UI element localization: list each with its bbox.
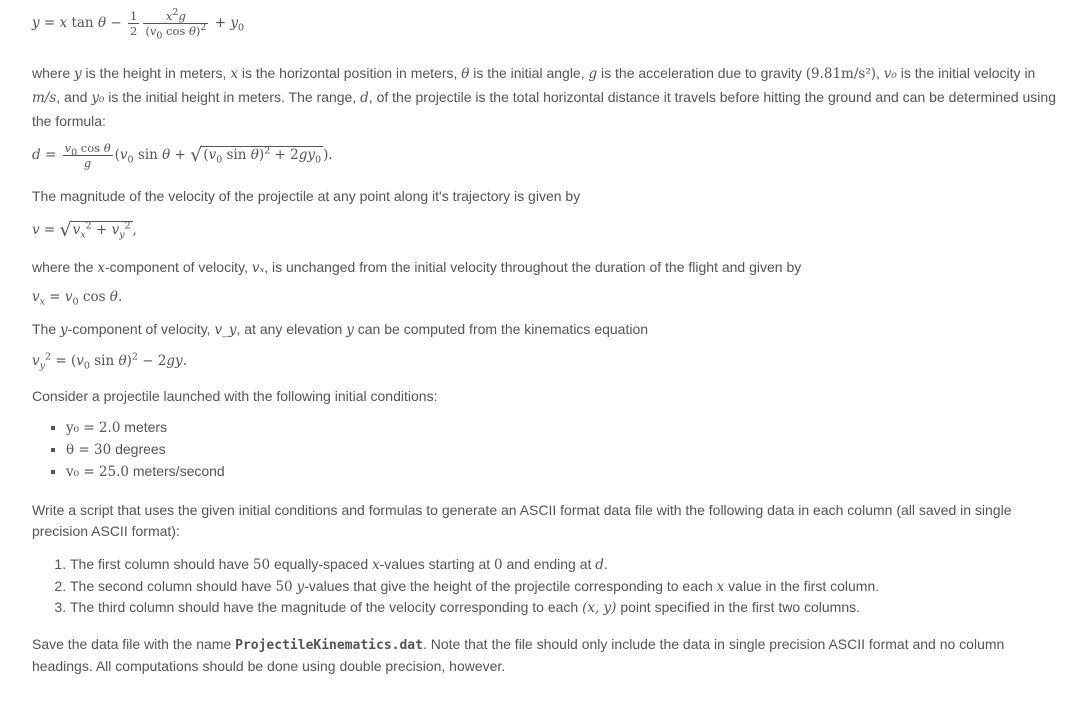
list-item: ▪ y₀ = 2.0 meters — [66, 417, 225, 439]
variables-paragraph: where y is the height in meters, x is the horizontal position in meters, θ is the initial angle, g is the acceleration due to gravity (9.81m/s²), v₀ is the initial velocity in m/s, and y₀ is the initial height in meters. The range, d, of the projectile is the total horizontal distance it travels before hitting the ground and can be determined using the formula: — [32, 65, 1056, 129]
list-item: 3. The third column should have the magnitude of the velocity corresponding to each (x, y) point specified in the first two columns. — [70, 597, 879, 619]
vy-equation: $v_y^2 = (v_0$ sin θ)$^2$ − 2gy. — [32, 351, 187, 372]
vx-equation: $v_x = v_0$ cos θ. — [32, 289, 123, 308]
filename: ProjectileKinematics.dat — [235, 638, 423, 653]
column-steps-list — [30, 554, 879, 619]
velocity-unit: m/s — [32, 90, 57, 106]
vy-description: The y-component of velocity, v_y, at any elevation y can be computed from the kinematics equation — [32, 321, 649, 338]
trajectory-equation: y = x tan θ − $\frac{1}{2}$ $\frac{x^2g}{(v_0 \cos \theta)^2}$ + $y_0$ — [32, 7, 245, 42]
list-item: 2. The second column should have 50 y-values that give the height of the projectile corresponding to each x value in the first column. — [70, 576, 879, 598]
vx-description: where the x-component of velocity, vₓ, is unchanged from the initial velocity throughout the duration of the flight and given by — [32, 259, 802, 276]
list-item: 1. The first column should have 50 equally-spaced x-values starting at 0 and ending at d. — [70, 554, 879, 576]
range-equation: d = $\frac{v_0 \cos \theta}{g}$ ($v_0$ $\sin \theta + √(v_0$ $\sin \theta)^2 + 2gy_0$ ). — [32, 141, 333, 170]
list-item: ▪ v₀ = 25.0 meters/second — [66, 461, 225, 483]
initial-conditions-list — [30, 417, 225, 483]
speed-equation: $v = √v_x^2 + v_y^2$ , — [32, 219, 137, 241]
conditions-intro: Consider a projectile launched with the following initial conditions: — [32, 388, 438, 404]
save-paragraph: Save the data file with the name ProjectileKinematics.dat. Note that the file should only include the data in single precision ASCII format and no column headings. All computations should be done using double precision, however. — [32, 636, 1005, 674]
list-item: ▪ θ = 30 degrees — [66, 439, 225, 461]
task-paragraph: Write a script that uses the given initial conditions and formulas to generate an ASCII format data file with the following data in each column (all saved in single precision ASCII format): — [32, 502, 1012, 539]
velocity-intro: The magnitude of the velocity of the projectile at any point along it's trajectory is given by — [32, 188, 581, 204]
gravity-value: (9.81m/s²) — [805, 66, 877, 82]
